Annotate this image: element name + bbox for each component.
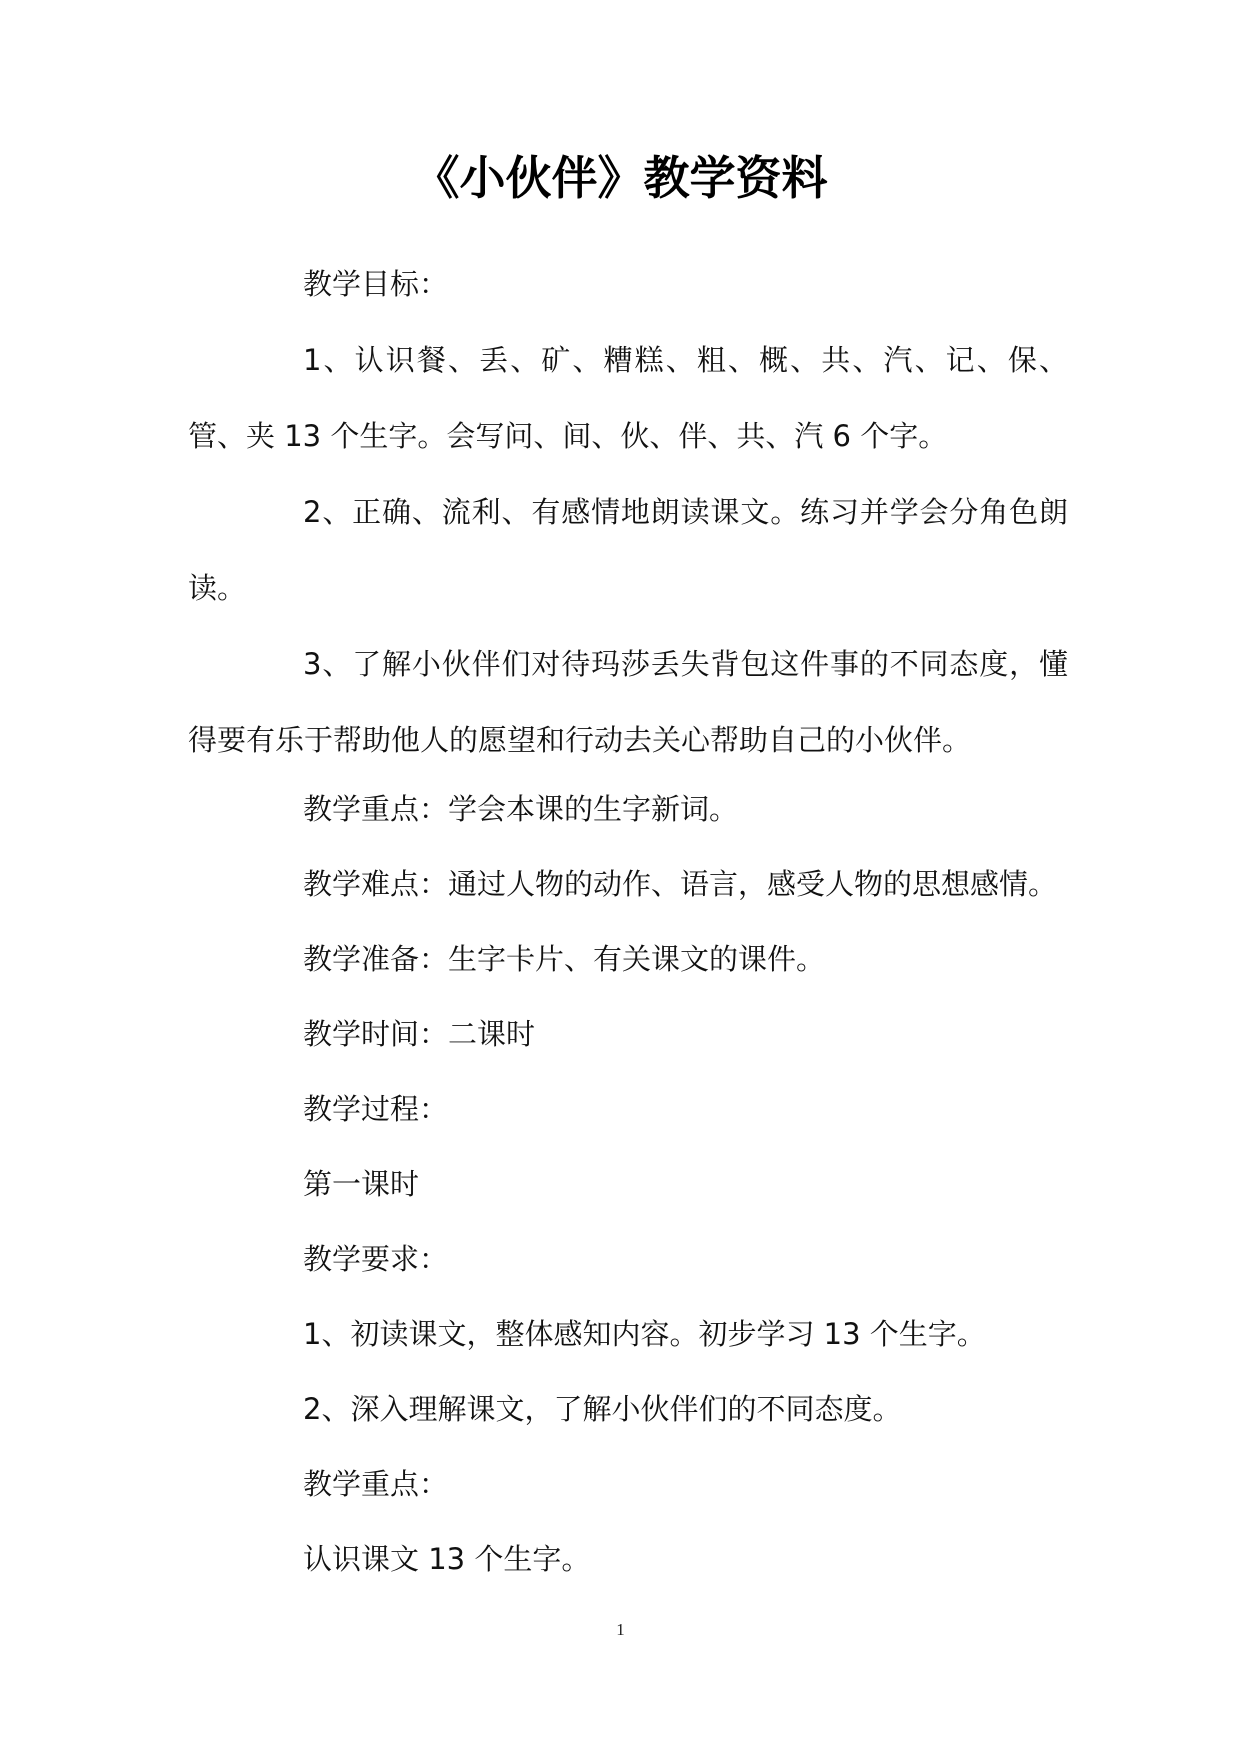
page-number: 1 <box>616 1620 625 1639</box>
time-line: 教学时间：二课时 <box>303 1017 536 1051</box>
key-point-line: 教学重点：学会本课的生字新词。 <box>303 792 739 826</box>
lesson-key-label: 教学重点： <box>303 1467 449 1501</box>
lesson-key-text: 认识课文 13 个生字。 <box>303 1542 591 1576</box>
lesson-one-heading: 第一课时 <box>303 1167 420 1201</box>
objective-item-3: 3、了解小伙伴们对待玛莎丢失背包这件事的不同态度，懂得要有乐于帮助他人的愿望和行动去关心帮助自己的小伙伴。 <box>188 647 1068 757</box>
requirements-label: 教学要求： <box>303 1242 449 1276</box>
requirement-item-1: 1、初读课文，整体感知内容。初步学习 13 个生字。 <box>303 1317 986 1351</box>
objective-item-1: 1、认识餐、丢、矿、糟糕、粗、概、共、汽、记、保、管、夹 13 个生字。会写问、间、伙、伴、共、汽 6 个字。 <box>188 343 1068 453</box>
objectives-label: 教学目标： <box>303 267 449 301</box>
process-label: 教学过程： <box>303 1092 449 1126</box>
document-title: 《小伙伴》教学资料 <box>413 151 828 205</box>
difficulty-line: 教学难点：通过人物的动作、语言，感受人物的思想感情。 <box>303 867 1058 901</box>
objective-item-2: 2、正确、流利、有感情地朗读课文。练习并学会分角色朗读。 <box>188 495 1068 605</box>
preparation-line: 教学准备：生字卡片、有关课文的课件。 <box>303 942 826 976</box>
requirement-item-2: 2、深入理解课文，了解小伙伴们的不同态度。 <box>303 1392 902 1426</box>
